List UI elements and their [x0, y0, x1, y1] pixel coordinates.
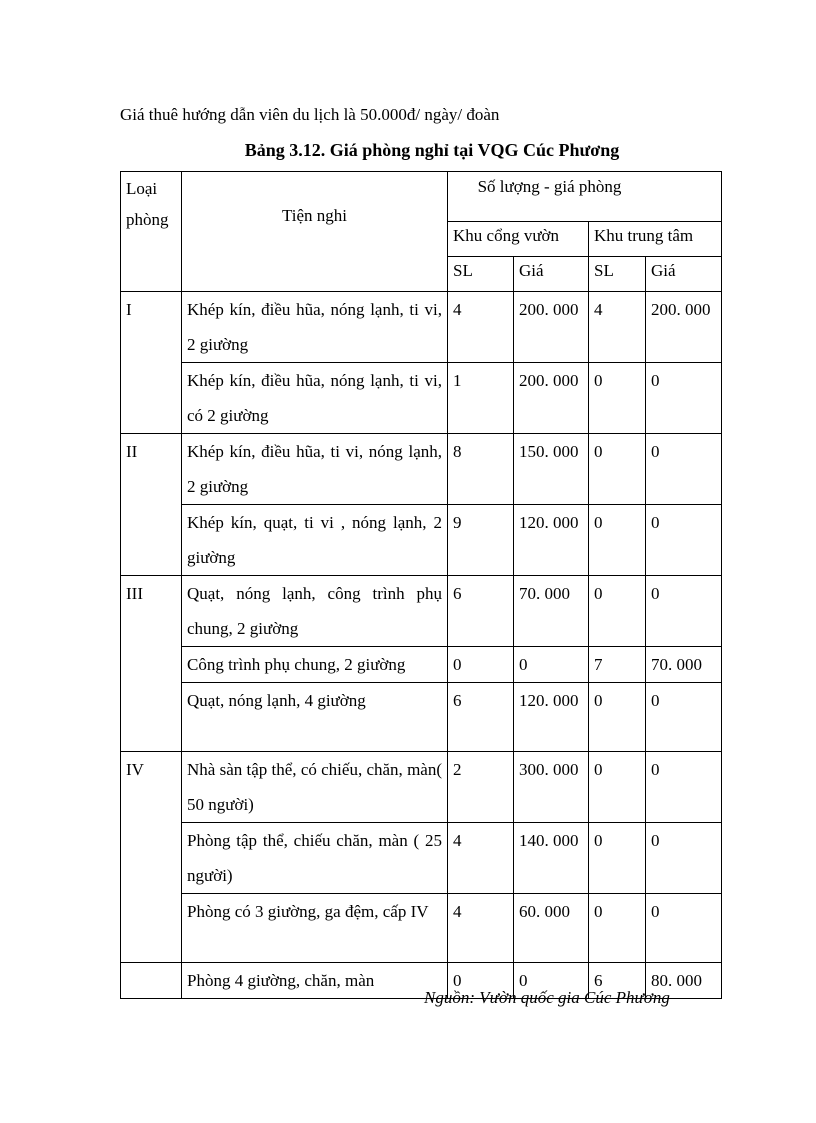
intro-paragraph: Giá thuê hướng dẫn viên du lịch là 50.000đ/ ngày/ đoàn [120, 105, 500, 124]
gate-qty-cell: 9 [448, 505, 514, 576]
center-qty-cell: 0 [589, 434, 646, 505]
amenity-cell: Khép kín, điều hũa, nóng lạnh, ti vi, 2 giường [182, 292, 448, 363]
header-amenities: Tiện nghi [182, 172, 448, 292]
gate-qty-cell: 0 [448, 647, 514, 683]
gate-price-cell: 200. 000 [514, 363, 589, 434]
gate-price-cell: 70. 000 [514, 576, 589, 647]
center-qty-cell: 0 [589, 363, 646, 434]
room-type-cell: III [121, 576, 182, 752]
gate-price-cell: 200. 000 [514, 292, 589, 363]
header-center-price: Giá [646, 257, 722, 292]
gate-qty-cell: 4 [448, 894, 514, 963]
gate-price-cell: 0 [514, 647, 589, 683]
amenity-cell: Phòng có 3 giường, ga đệm, cấp IV [182, 894, 448, 963]
header-zone-gate: Khu cổng vườn [448, 222, 589, 257]
room-type-cell [121, 963, 182, 999]
table-caption: Bảng 3.12. Giá phòng nghỉ tại VQG Cúc Phương [244, 140, 620, 160]
gate-price-cell: 0 [514, 963, 589, 999]
amenity-cell: Nhà sàn tập thể, có chiếu, chăn, màn( 50 người) [182, 752, 448, 823]
center-qty-cell: 0 [589, 823, 646, 894]
header-gate-sl: SL [448, 257, 514, 292]
center-price-cell: 0 [646, 894, 722, 963]
center-qty-cell: 0 [589, 894, 646, 963]
center-price-cell: 0 [646, 434, 722, 505]
amenity-cell: Quạt, nóng lạnh, công trình phụ chung, 2 giường [182, 576, 448, 647]
room-type-cell: IV [121, 752, 182, 963]
amenity-cell: Khép kín, điều hũa, nóng lạnh, ti vi, có 2 giường [182, 363, 448, 434]
amenity-cell: Công trình phụ chung, 2 giường [182, 647, 448, 683]
center-price-cell: 70. 000 [646, 647, 722, 683]
center-qty-cell: 7 [589, 647, 646, 683]
gate-qty-cell: 4 [448, 823, 514, 894]
center-price-cell: 200. 000 [646, 292, 722, 363]
center-qty-cell: 0 [589, 752, 646, 823]
gate-price-cell: 120. 000 [514, 683, 589, 752]
center-qty-cell: 4 [589, 292, 646, 363]
amenity-cell: Phòng tập thể, chiếu chăn, màn ( 25 người) [182, 823, 448, 894]
room-price-table [120, 171, 722, 999]
center-qty-cell: 0 [589, 505, 646, 576]
header-qty-price: Số lượng - giá phòng [448, 172, 722, 222]
amenity-cell: Quạt, nóng lạnh, 4 giường [182, 683, 448, 752]
gate-price-cell: 120. 000 [514, 505, 589, 576]
center-price-cell: 0 [646, 683, 722, 752]
header-gate-price: Giá [514, 257, 589, 292]
center-price-cell: 0 [646, 752, 722, 823]
gate-price-cell: 140. 000 [514, 823, 589, 894]
gate-price-cell: 60. 000 [514, 894, 589, 963]
center-qty-cell: 0 [589, 683, 646, 752]
gate-qty-cell: 0 [448, 963, 514, 999]
center-qty-cell: 6 [589, 963, 646, 999]
gate-price-cell: 150. 000 [514, 434, 589, 505]
center-price-cell: 0 [646, 363, 722, 434]
amenity-cell: Phòng 4 giường, chăn, màn [182, 963, 448, 999]
gate-qty-cell: 2 [448, 752, 514, 823]
room-type-cell: II [121, 434, 182, 576]
center-qty-cell: 0 [589, 576, 646, 647]
center-price-cell: 80. 000 [646, 963, 722, 999]
header-room-type: Loại phòng [121, 172, 182, 292]
gate-qty-cell: 6 [448, 576, 514, 647]
gate-qty-cell: 1 [448, 363, 514, 434]
header-center-sl: SL [589, 257, 646, 292]
amenity-cell: Khép kín, quạt, ti vi , nóng lạnh, 2 giường [182, 505, 448, 576]
gate-qty-cell: 6 [448, 683, 514, 752]
gate-price-cell: 300. 000 [514, 752, 589, 823]
header-zone-center: Khu trung tâm [589, 222, 722, 257]
gate-qty-cell: 4 [448, 292, 514, 363]
center-price-cell: 0 [646, 576, 722, 647]
amenity-cell: Khép kín, điều hũa, ti vi, nóng lạnh, 2 giường [182, 434, 448, 505]
center-price-cell: 0 [646, 823, 722, 894]
center-price-cell: 0 [646, 505, 722, 576]
gate-qty-cell: 8 [448, 434, 514, 505]
room-type-cell: I [121, 292, 182, 434]
source-note: Nguồn: Vườn quốc gia Cúc Phương [424, 988, 670, 1007]
